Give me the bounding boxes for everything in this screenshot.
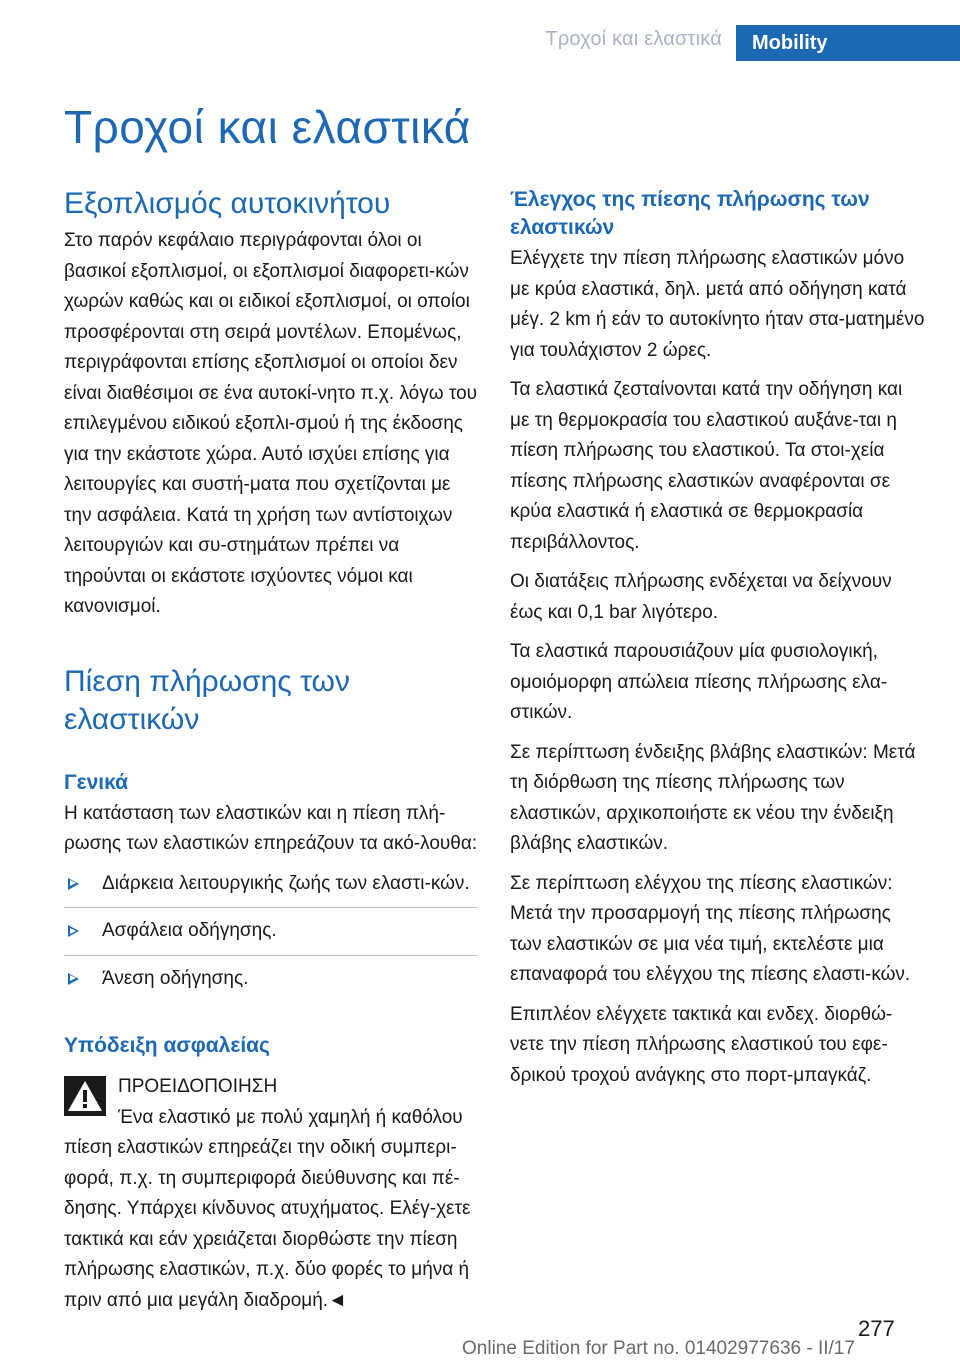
page-number: 277 (858, 1316, 895, 1341)
bullet-text: Ασφάλεια οδήγησης. (102, 920, 277, 941)
equipment-heading: Εξοπλισμός αυτοκινήτου (64, 187, 391, 220)
pressure-check-paragraph: Σε περίπτωση ελέγχου της πίεσης ελαστικών: Μετά την προσαρμογή της πίεσης πλήρωσης των ελαστικών σε μια νέα τιμή, εκτελέστε μια επαναφορά του ελέγχου της πίεσης ελαστι-κών. (510, 872, 911, 985)
header-section-title: Τροχοί και ελαστικά (545, 28, 722, 50)
page-header (0, 0, 960, 62)
general-heading: Γενικά (64, 770, 129, 794)
footer-edition: Online Edition for Part no. 01402977636 - II/17 (462, 1338, 855, 1359)
pressure-check-paragraph: Οι διατάξεις πλήρωσης ενδέχεται να δείχνουν έως και 0,1 bar λιγότερο. (510, 571, 892, 623)
left-column (64, 186, 478, 1316)
general-bullet-list (64, 869, 478, 1003)
bullet-item (64, 869, 478, 909)
equipment-text: Στο παρόν κεφάλαιο περιγράφονται όλοι οι βασικοί εξοπλισμοί, οι εξοπλισμοί διαφορετι-κών χωρών καθώς και οι ειδικοί εξοπλισμοί, οι οποίοι προσφέρονται στη σειρά μοντέλων. Επομένως, περιγράφονται επίσης εξοπλισμοί οι οποίοι δεν είναι διαθέσιμοι σε ένα αυτοκί-νητο π.χ. λόγω του επιλεγμένου ειδικού εξοπλι-σμού ή της έκδοσης για την εκάστοτε χώρα. Αυτό ισχύει επίσης για λειτουργίες και συστή-ματα που σχετίζονται με την ασφάλεια. Κατά τη χρήση των αντίστοιχων λειτουργιών και συ-στημάτων πρέπει να τηρούνται οι εκάστοτε ισχύοντες νόμοι και κανονισμοί. (64, 230, 478, 617)
header-chapter-tab: Mobility (736, 25, 960, 61)
warning-text: Ένα ελαστικό με πολύ χαμηλή ή καθόλου πίεση ελαστικών επηρεάζει την οδική συμπερι-φορά, π.χ. τη συμπεριφορά διεύθυνσης και πέ-δησης. Υπάρχει κίνδυνος ατυχήματος. Ελέγ-χετε τακτικά και εάν χρειάζεται διορθώστε την πίεση πλήρωσης ελαστικών, π.χ. δύο φορές το μήνα ή πριν από μια μεγάλη διαδρομή.◄ (64, 1106, 471, 1311)
general-text: Η κατάσταση των ελαστικών και η πίεση πλή-ρωσης των ελαστικών επηρεάζουν τα ακό-λουθα: (64, 802, 478, 854)
pressure-check-paragraph: Σε περίπτωση ένδειξης βλάβης ελαστικών: Μετά τη διόρθωση της πίεσης πλήρωσης των ελαστικών, αρχικοποιήστε εκ νέου την ένδειξη βλάβης ελαστικών. (510, 741, 916, 854)
warning-block (64, 1072, 478, 1316)
bullet-text: Διάρκεια λειτουργικής ζωής των ελαστι-κών. (102, 872, 470, 894)
bullet-item (64, 964, 478, 1003)
triangle-bullet-icon (68, 973, 79, 985)
pressure-check-heading: Έλεγχος της πίεσης πλήρωσης των ελαστικών (510, 188, 870, 239)
safety-heading: Υπόδειξη ασφαλείας (64, 1034, 270, 1057)
triangle-bullet-icon (68, 878, 79, 890)
right-column (510, 186, 926, 1100)
bullet-item (64, 916, 478, 956)
tire-pressure-heading: Πίεση πλήρωσης των ελαστικών (64, 664, 350, 736)
pressure-check-paragraph: Τα ελαστικά παρουσιάζουν μία φυσιολογική, ομοιόμορφη απώλεια πίεσης πλήρωσης ελα-στικών. (510, 641, 888, 723)
bullet-text: Άνεση οδήγησης. (102, 967, 249, 989)
pressure-check-paragraph: Επιπλέον ελέγχετε τακτικά και ενδεχ. διορθώ-νετε την πίεση πλήρωσης ελαστικού του εφε-δρικού τροχού ανάγκης στο πορτ-μπαγκάζ. (510, 1003, 893, 1086)
page-title: Τροχοί και ελαστικά (64, 101, 471, 153)
triangle-bullet-icon (68, 925, 79, 937)
pressure-check-paragraph: Ελέγχετε την πίεση πλήρωσης ελαστικών μόνο με κρύα ελαστικά, δηλ. μετά από οδήγηση κατά μέγ. 2 km ή εάν το αυτοκίνητο ήταν στα-ματημένο για τουλάχιστον 2 ώρες. (510, 248, 925, 361)
warning-triangle-icon (64, 1076, 106, 1116)
pressure-check-paragraph: Τα ελαστικά ζεσταίνονται κατά την οδήγηση και με τη θερμοκρασία του ελαστικού αυξάνε-ται η πίεση πλήρωσης του ελαστικού. Τα στοι-χεία πίεσης πλήρωσης ελαστικών αναφέρονται σε κρύα ελαστικά ή ελαστικά σε θερμοκρασία περιβάλλοντος. (510, 379, 903, 553)
warning-label: ΠΡΟΕΙΔΟΠΟΙΗΣΗ (118, 1076, 278, 1097)
